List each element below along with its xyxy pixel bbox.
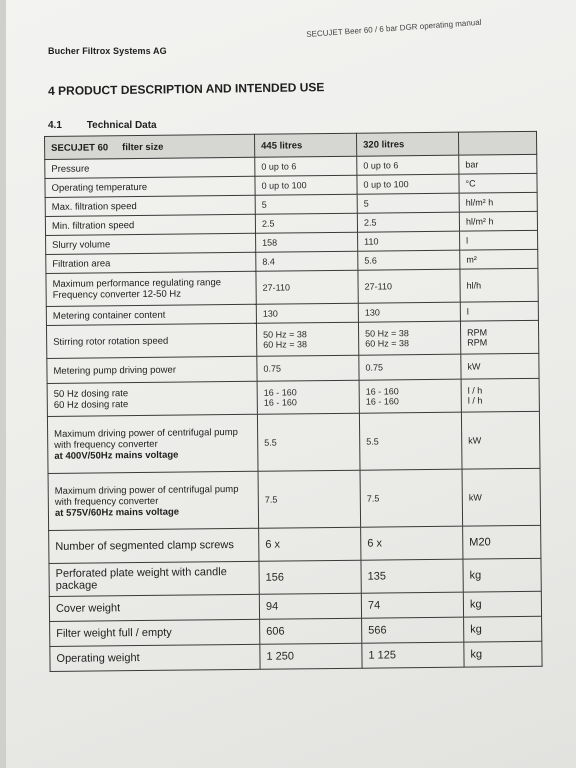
unit-cell: kg — [463, 591, 541, 617]
unit-cell: kg — [464, 616, 542, 642]
value-320: 1 125 — [362, 642, 464, 668]
table-row — [50, 641, 542, 671]
value-line: 16 - 160 — [365, 396, 399, 407]
row-label — [46, 271, 256, 306]
row-label: Min. filtration speed — [45, 214, 255, 235]
unit-cell: hl/h — [460, 268, 538, 302]
subsection-title: Technical Data — [86, 120, 157, 131]
value-320: 130 — [358, 302, 460, 322]
row-label — [48, 471, 259, 530]
value-445: 0 up to 6 — [255, 156, 357, 176]
table-row — [48, 468, 541, 530]
header-filter-size: filter size — [122, 141, 164, 153]
value-320: 0 up to 6 — [357, 155, 459, 175]
value-320: 5.5 — [359, 412, 462, 470]
value-320: 6 x — [361, 526, 463, 560]
value-445 — [256, 322, 358, 356]
unit-cell: m² — [460, 249, 538, 269]
value-445: 156 — [259, 560, 361, 594]
row-label-line: 50 Hz dosing rate — [53, 388, 129, 400]
row-label: Max. filtration speed — [45, 195, 255, 216]
value-445: 130 — [256, 303, 358, 323]
value-320: 110 — [358, 231, 460, 251]
row-label: Stirring rotor rotation speed — [46, 323, 256, 358]
value-line: 16 - 160 — [263, 387, 297, 398]
unit-line: l / h — [467, 395, 483, 406]
value-320: 135 — [361, 559, 463, 593]
unit-cell — [461, 378, 539, 412]
row-label-line: Maximum driving power of centrifugal pump with frequency converter — [54, 483, 239, 508]
unit-line: RPM — [467, 327, 488, 338]
row-label: Filtration area — [46, 252, 256, 273]
value-320: 0.75 — [359, 354, 461, 380]
row-label: Operating temperature — [45, 176, 255, 197]
value-line: 60 Hz = 38 — [365, 338, 410, 349]
value-line: 16 - 160 — [263, 397, 297, 408]
unit-cell: kW — [461, 353, 539, 379]
value-445: 0.75 — [257, 355, 359, 381]
header-model-name: SECUJET 60 — [51, 141, 109, 154]
row-label-voltage: at 400V/50Hz mains voltage — [54, 449, 179, 462]
unit-cell: M20 — [463, 525, 541, 559]
unit-cell: kW — [462, 468, 541, 526]
value-445 — [257, 380, 359, 414]
unit-cell: hl/m² h — [459, 192, 537, 212]
technical-data-table — [44, 131, 543, 672]
value-445: 8.4 — [256, 251, 358, 271]
value-445: 1 250 — [260, 643, 362, 669]
unit-line: l / h — [467, 385, 483, 396]
table-row — [49, 525, 541, 563]
table-row — [47, 378, 539, 416]
header-model — [45, 134, 255, 159]
value-445: 6 x — [259, 527, 361, 561]
subsection-number: 4.1 — [48, 120, 62, 131]
unit-cell: bar — [459, 154, 537, 174]
value-445: 5.5 — [257, 413, 360, 471]
value-320: 7.5 — [360, 469, 463, 527]
value-445: 27-110 — [256, 270, 358, 304]
unit-line: RPM — [467, 337, 488, 348]
row-label: Filter weight full / empty — [50, 619, 260, 646]
table-row — [46, 320, 538, 358]
row-label-line: Maximum driving power of centrifugal pump with frequency converter — [54, 426, 238, 451]
manual-page — [6, 0, 576, 768]
row-label: Operating weight — [50, 644, 260, 671]
unit-cell: kW — [461, 411, 540, 469]
table-row — [49, 558, 541, 596]
table-row — [46, 268, 538, 306]
value-line: 16 - 160 — [365, 386, 399, 397]
value-445: 2.5 — [255, 213, 357, 233]
row-label-line: Maximum performance regulating range — [52, 277, 222, 290]
unit-cell — [460, 320, 538, 354]
header-col-320: 320 litres — [356, 132, 458, 156]
value-line: 50 Hz = 38 — [263, 329, 307, 340]
value-320: 74 — [361, 592, 463, 618]
row-label: Slurry volume — [46, 233, 256, 254]
value-320: 0 up to 100 — [357, 174, 459, 194]
value-445: 0 up to 100 — [255, 175, 357, 195]
unit-cell: kg — [463, 558, 541, 592]
value-445: 94 — [259, 593, 361, 619]
value-320: 2.5 — [357, 212, 459, 232]
value-445: 158 — [256, 232, 358, 252]
value-line: 60 Hz = 38 — [263, 339, 308, 350]
section-title: 4 PRODUCT DESCRIPTION AND INTENDED USE — [48, 80, 325, 98]
unit-cell: kg — [464, 641, 542, 667]
subsection-heading — [48, 120, 157, 131]
row-label: Perforated plate weight with candle package — [49, 561, 259, 596]
header-col-unit — [458, 131, 536, 155]
manual-title: SECUJET Beer 60 / 6 bar DGR operating manual — [306, 17, 482, 39]
table-row — [47, 411, 540, 473]
row-label-line: 60 Hz dosing rate — [53, 399, 129, 411]
row-label — [47, 414, 258, 473]
company-name: Bucher Filtrox Systems AG — [48, 46, 167, 56]
row-label-voltage: at 575V/60Hz mains voltage — [54, 506, 180, 519]
value-320: 566 — [362, 617, 464, 643]
unit-cell: hl/m² h — [459, 211, 537, 231]
unit-cell: °C — [459, 173, 537, 193]
row-label-line: Frequency converter 12-50 Hz — [52, 288, 182, 301]
value-320 — [359, 379, 461, 413]
row-label: Metering container content — [46, 304, 256, 325]
value-445: 5 — [255, 194, 357, 214]
row-label: Pressure — [45, 157, 255, 178]
header-col-445: 445 litres — [254, 133, 356, 157]
value-445: 7.5 — [258, 470, 361, 528]
row-label: Metering pump driving power — [47, 356, 257, 383]
unit-cell: l — [460, 301, 538, 321]
unit-cell: l — [460, 230, 538, 250]
row-label: Number of segmented clamp screws — [49, 528, 259, 563]
value-320: 5 — [357, 193, 459, 213]
value-320: 5.6 — [358, 250, 460, 270]
row-label — [47, 381, 257, 416]
value-line: 50 Hz = 38 — [365, 328, 409, 339]
value-320 — [358, 321, 460, 355]
value-320: 27-110 — [358, 269, 460, 303]
value-445: 606 — [260, 618, 362, 644]
row-label: Cover weight — [49, 594, 259, 621]
